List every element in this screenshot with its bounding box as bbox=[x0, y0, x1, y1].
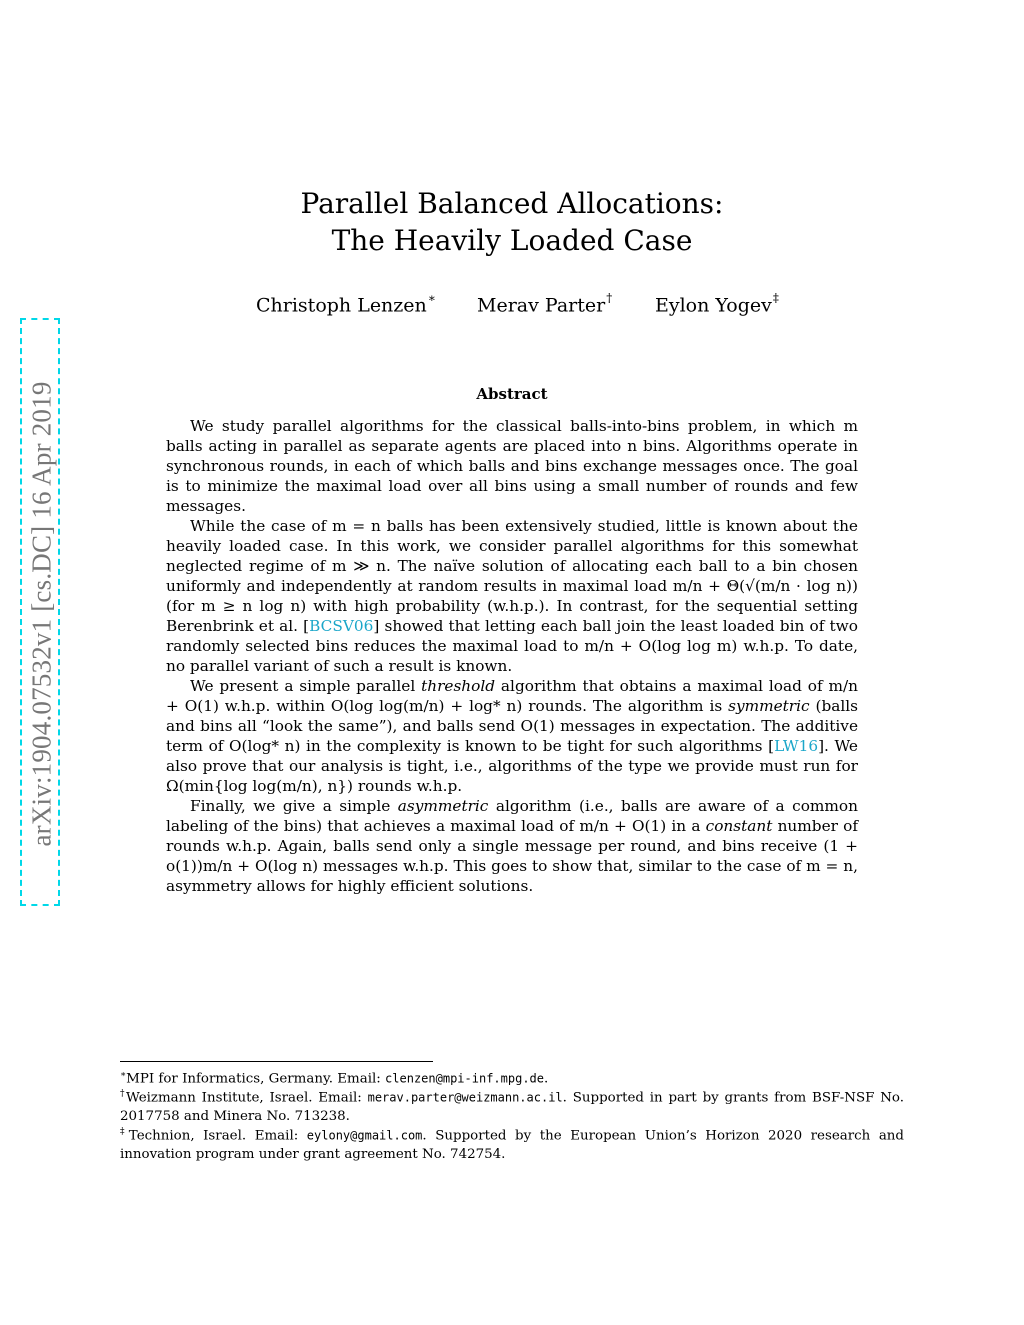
author-1 bbox=[256, 293, 436, 316]
footnote-3-email[interactable]: eylony@gmail.com bbox=[306, 1128, 423, 1143]
footnote-1-text-b: . bbox=[544, 1071, 549, 1087]
abstract-paragraph-1: We study parallel algorithms for the classical balls-into-bins problem, in which m balls acting in parallel as separate agents are placed into n bins. Algorithms operate in synchronous rounds, in each of which balls and bins exchange messages once. The goal is to minimize the maximal load over all bins using a small number of rounds and few messages. bbox=[166, 417, 858, 515]
arxiv-stamp-box bbox=[20, 318, 60, 906]
footnote-2-text-a: Weizmann Institute, Israel. Email: bbox=[126, 1090, 368, 1106]
footnote-2-text-b: . Supported in part by grants from BSF-NSF No. 2017758 and Minera No. 713238. bbox=[120, 1090, 905, 1125]
author-3-mark: ‡ bbox=[772, 291, 779, 305]
footnote-1-mark: ∗ bbox=[120, 1070, 127, 1080]
footnote-3-text-b: . Supported by the European Union’s Horizon 2020 research and innovation program under grant agreement No. 742754. bbox=[120, 1128, 904, 1163]
footnote-3-text-a: Technion, Israel. Email: bbox=[128, 1128, 307, 1144]
paper-title-line-1: Parallel Balanced Allocations: bbox=[300, 187, 724, 220]
abstract-heading: Abstract bbox=[476, 385, 548, 403]
citation-bcsv06[interactable]: BCSV06 bbox=[309, 617, 374, 635]
author-1-name: Christoph Lenzen bbox=[256, 294, 427, 317]
abstract-p2-text-a: While the case of m = n balls has been extensively studied, little is known about the heavily loaded case. In this work, we consider parallel algorithms for this somewhat neglected regime of m ≫ n. The naïve solution of allocating each ball to a bin chosen uniformly and independently at random results in maximal load m/n + Θ(√(m/n · log n)) (for m ≥ n log n) with high probability (w.h.p.). In contrast, for the sequential setting Berenbrink et al. [ bbox=[166, 517, 858, 635]
abstract-p3-text-d: ]. We also prove that our analysis is tight, i.e., algorithms of the type we provide must run for Ω(min{log log(m/n), n}) rounds w.h.p. bbox=[166, 737, 858, 795]
emph-constant: constant bbox=[705, 817, 773, 835]
paper-title-line-2: The Heavily Loaded Case bbox=[331, 224, 693, 257]
author-3-name: Eylon Yogev bbox=[655, 294, 772, 317]
author-2-mark: † bbox=[606, 291, 613, 305]
footnote-3 bbox=[120, 1123, 904, 1164]
citation-lw16[interactable]: LW16 bbox=[774, 737, 819, 755]
abstract-p4-text-b: algorithm (i.e., balls are aware of a common labeling of the bins) that achieves a maximal load of m/n + O(1) in a bbox=[166, 797, 858, 835]
author-2-name: Merav Parter bbox=[477, 294, 606, 317]
emph-asymmetric: asymmetric bbox=[397, 797, 489, 815]
abstract-p3-text-c: (balls and bins all “look the same”), and balls send O(1) messages in expectation. The additive term of O(log* n) in the complexity is known to be tight for such algorithms [ bbox=[166, 697, 858, 755]
abstract-body bbox=[166, 416, 858, 896]
abstract-p2-text-b: ] showed that letting each ball join the least loaded bin of two randomly selected bins reduces the maximal load to m/n + O(log log m) w.h.p. To date, no parallel variant of such a result is known. bbox=[166, 617, 858, 675]
author-3 bbox=[655, 293, 779, 316]
author-1-mark: ∗ bbox=[427, 291, 436, 305]
footnote-2 bbox=[120, 1085, 904, 1126]
abstract-paragraph-3 bbox=[166, 676, 858, 796]
footnote-rule bbox=[120, 1061, 433, 1062]
footnote-2-email[interactable]: merav.parter@weizmann.ac.il bbox=[367, 1090, 563, 1105]
footnote-3-mark: ‡ bbox=[120, 1127, 129, 1137]
abstract-p3-text-a: We present a simple parallel bbox=[190, 677, 422, 695]
author-2 bbox=[477, 293, 612, 316]
emph-threshold: threshold bbox=[421, 677, 496, 695]
abstract-p4-text-c: number of rounds w.h.p. Again, balls send only a single message per round, and bins receive (1 + o(1))m/n + O(log n) messages w.h.p. This goes to show that, similar to the case of m = n, asymmetry allows for highly efficient solutions. bbox=[166, 817, 858, 895]
abstract-paragraph-2 bbox=[166, 516, 858, 676]
footnote-1-email[interactable]: clenzen@mpi-inf.mpg.de bbox=[385, 1071, 544, 1086]
footnote-2-mark: † bbox=[120, 1089, 127, 1099]
abstract-paragraph-4 bbox=[166, 796, 858, 896]
abstract-p3-text-b: algorithm that obtains a maximal load of m/n + O(1) w.h.p. within O(log log(m/n) + log* n) rounds. The algorithm is bbox=[166, 677, 859, 715]
footnote-1-text-a: MPI for Informatics, Germany. Email: bbox=[126, 1071, 386, 1087]
emph-symmetric: symmetric bbox=[728, 697, 810, 715]
arxiv-stamp: arXiv:1904.07532v1 [cs.DC] 16 Apr 2019 bbox=[26, 381, 57, 847]
abstract-p4-text-a: Finally, we give a simple bbox=[190, 797, 398, 815]
